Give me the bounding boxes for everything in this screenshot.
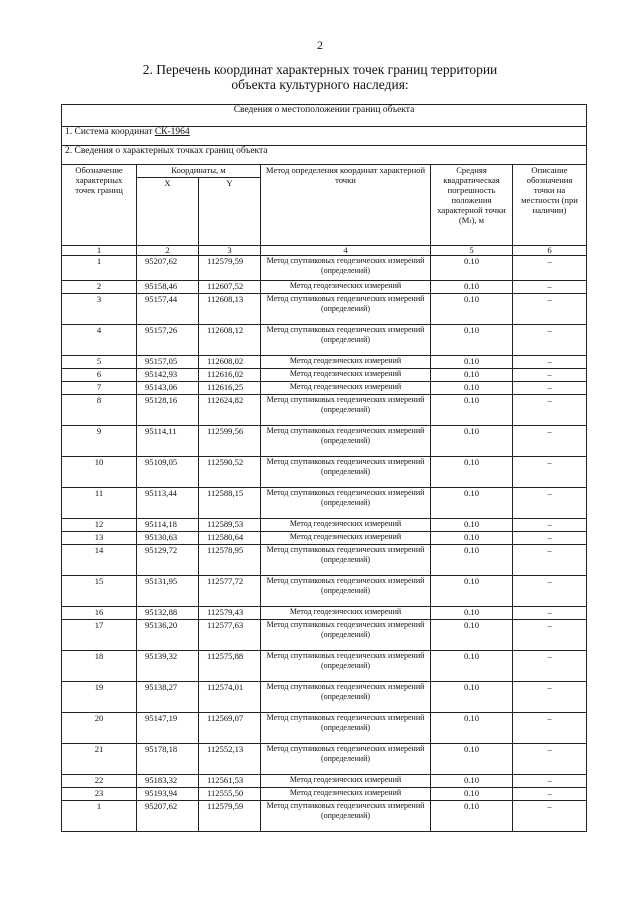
x-cell: 95132,88 — [137, 607, 199, 620]
table-row — [62, 294, 587, 325]
description-cell: – — [513, 457, 587, 488]
method-cell: Метод геодезических измерений — [261, 356, 431, 369]
point-cell: 1 — [62, 256, 137, 281]
point-cell: 16 — [62, 607, 137, 620]
column-number: 4 — [261, 246, 431, 256]
method-cell: Метод геодезических измерений — [261, 281, 431, 294]
x-cell: 95114,11 — [137, 426, 199, 457]
point-cell: 21 — [62, 744, 137, 775]
column-number-row — [62, 246, 587, 256]
error-cell: 0.10 — [431, 519, 513, 532]
error-cell: 0.10 — [431, 294, 513, 325]
error-cell: 0.10 — [431, 281, 513, 294]
y-cell: 112555,50 — [199, 788, 261, 801]
x-cell: 95138,27 — [137, 682, 199, 713]
table-row — [62, 545, 587, 576]
error-cell: 0.10 — [431, 744, 513, 775]
table-row — [62, 369, 587, 382]
error-cell: 0.10 — [431, 576, 513, 607]
column-number: 1 — [62, 246, 137, 256]
x-cell: 95158,46 — [137, 281, 199, 294]
description-cell: – — [513, 395, 587, 426]
table-row — [62, 620, 587, 651]
column-number: 6 — [513, 246, 587, 256]
header-row-top — [62, 165, 587, 178]
method-cell: Метод спутниковых геодезических измерений (определений) — [261, 682, 431, 713]
y-cell: 112579,43 — [199, 607, 261, 620]
description-cell: – — [513, 788, 587, 801]
coordinate-system-prefix: 1. Система координат — [65, 127, 155, 137]
x-cell: 95129,72 — [137, 545, 199, 576]
table-row — [62, 488, 587, 519]
y-cell: 112577,63 — [199, 620, 261, 651]
x-cell: 95193,94 — [137, 788, 199, 801]
x-cell: 95183,32 — [137, 775, 199, 788]
method-cell: Метод спутниковых геодезических измерений (определений) — [261, 426, 431, 457]
description-cell: – — [513, 532, 587, 545]
description-cell: – — [513, 356, 587, 369]
table-row — [62, 788, 587, 801]
y-cell: 112608,02 — [199, 356, 261, 369]
coordinates-table — [61, 104, 587, 832]
x-cell: 95114,18 — [137, 519, 199, 532]
coordinate-system-name: СК-1964 — [154, 127, 190, 137]
method-cell: Метод спутниковых геодезических измерений (определений) — [261, 457, 431, 488]
error-cell: 0.10 — [431, 457, 513, 488]
method-cell: Метод спутниковых геодезических измерений (определений) — [261, 713, 431, 744]
point-cell: 13 — [62, 532, 137, 545]
column-number: 5 — [431, 246, 513, 256]
y-cell: 112552,13 — [199, 744, 261, 775]
description-cell: – — [513, 281, 587, 294]
point-cell: 20 — [62, 713, 137, 744]
description-cell: – — [513, 294, 587, 325]
y-cell: 112569,07 — [199, 713, 261, 744]
description-cell: – — [513, 713, 587, 744]
error-cell: 0.10 — [431, 382, 513, 395]
x-cell: 95147,19 — [137, 713, 199, 744]
method-cell: Метод спутниковых геодезических измерений (определений) — [261, 801, 431, 832]
error-cell: 0.10 — [431, 775, 513, 788]
points-caption-row — [62, 146, 587, 165]
point-cell: 7 — [62, 382, 137, 395]
x-cell: 95143,06 — [137, 382, 199, 395]
point-cell: 14 — [62, 545, 137, 576]
table-row — [62, 801, 587, 832]
error-cell: 0.10 — [431, 545, 513, 576]
table-row — [62, 256, 587, 281]
header-x: X — [137, 178, 199, 246]
description-cell: – — [513, 651, 587, 682]
point-cell: 22 — [62, 775, 137, 788]
y-cell: 112608,13 — [199, 294, 261, 325]
page-number: 2 — [317, 38, 323, 52]
heading-line-1: 2. Перечень координат характерных точек границ территории — [142, 62, 498, 77]
error-cell: 0.10 — [431, 682, 513, 713]
method-cell: Метод геодезических измерений — [261, 519, 431, 532]
description-cell: – — [513, 682, 587, 713]
method-cell: Метод спутниковых геодезических измерений (определений) — [261, 294, 431, 325]
table-row — [62, 457, 587, 488]
y-cell: 112579,59 — [199, 256, 261, 281]
error-cell: 0.10 — [431, 369, 513, 382]
point-cell: 6 — [62, 369, 137, 382]
header-error: Средняя квадратическая погрешность положения характерной точки (Mₜ), м — [431, 165, 513, 246]
header-coords: Координаты, м — [137, 165, 261, 178]
method-cell: Метод спутниковых геодезических измерений (определений) — [261, 576, 431, 607]
description-cell: – — [513, 744, 587, 775]
table-title-row — [62, 105, 587, 127]
x-cell: 95113,44 — [137, 488, 199, 519]
column-number: 2 — [137, 246, 199, 256]
description-cell: – — [513, 488, 587, 519]
description-cell: – — [513, 519, 587, 532]
table-row — [62, 325, 587, 356]
coordinate-system — [62, 127, 587, 146]
description-cell: – — [513, 620, 587, 651]
point-cell: 23 — [62, 788, 137, 801]
y-cell: 112588,15 — [199, 488, 261, 519]
method-cell: Метод спутниковых геодезических измерений (определений) — [261, 325, 431, 356]
table-title: Сведения о местоположении границ объекта — [62, 105, 587, 127]
point-cell: 4 — [62, 325, 137, 356]
y-cell: 112624,82 — [199, 395, 261, 426]
error-cell: 0.10 — [431, 395, 513, 426]
y-cell: 112589,53 — [199, 519, 261, 532]
table-row — [62, 775, 587, 788]
method-cell: Метод спутниковых геодезических измерений (определений) — [261, 545, 431, 576]
y-cell: 112577,72 — [199, 576, 261, 607]
error-cell: 0.10 — [431, 620, 513, 651]
table-row — [62, 744, 587, 775]
description-cell: – — [513, 325, 587, 356]
x-cell: 95157,05 — [137, 356, 199, 369]
point-cell: 9 — [62, 426, 137, 457]
method-cell: Метод геодезических измерений — [261, 775, 431, 788]
point-cell: 17 — [62, 620, 137, 651]
table-row — [62, 607, 587, 620]
y-cell: 112616,02 — [199, 369, 261, 382]
point-cell: 2 — [62, 281, 137, 294]
point-cell: 1 — [62, 801, 137, 832]
column-number: 3 — [199, 246, 261, 256]
heading-line-2: объекта культурного наследия: — [231, 77, 409, 92]
description-cell: – — [513, 775, 587, 788]
error-cell: 0.10 — [431, 426, 513, 457]
y-cell: 112616,25 — [199, 382, 261, 395]
method-cell: Метод спутниковых геодезических измерений (определений) — [261, 395, 431, 426]
y-cell: 112579,59 — [199, 801, 261, 832]
error-cell: 0.10 — [431, 532, 513, 545]
method-cell: Метод спутниковых геодезических измерений (определений) — [261, 744, 431, 775]
x-cell: 95128,16 — [137, 395, 199, 426]
method-cell: Метод спутниковых геодезических измерений (определений) — [261, 651, 431, 682]
header-method: Метод определения координат характерной точки — [261, 165, 431, 246]
point-cell: 3 — [62, 294, 137, 325]
document-heading — [0, 62, 640, 92]
description-cell: – — [513, 545, 587, 576]
y-cell: 112599,56 — [199, 426, 261, 457]
y-cell: 112590,52 — [199, 457, 261, 488]
table-row — [62, 519, 587, 532]
x-cell: 95131,95 — [137, 576, 199, 607]
x-cell: 95207,62 — [137, 801, 199, 832]
table-row — [62, 713, 587, 744]
error-cell: 0.10 — [431, 325, 513, 356]
error-cell: 0.10 — [431, 488, 513, 519]
point-cell: 5 — [62, 356, 137, 369]
description-cell: – — [513, 369, 587, 382]
method-cell: Метод спутниковых геодезических измерений (определений) — [261, 620, 431, 651]
point-cell: 8 — [62, 395, 137, 426]
x-cell: 95130,63 — [137, 532, 199, 545]
x-cell: 95109,05 — [137, 457, 199, 488]
x-cell: 95136,20 — [137, 620, 199, 651]
y-cell: 112607,52 — [199, 281, 261, 294]
point-cell: 11 — [62, 488, 137, 519]
x-cell: 95178,18 — [137, 744, 199, 775]
table-row — [62, 395, 587, 426]
error-cell: 0.10 — [431, 256, 513, 281]
table-row — [62, 382, 587, 395]
table-row — [62, 532, 587, 545]
x-cell: 95139,32 — [137, 651, 199, 682]
y-cell: 112575,88 — [199, 651, 261, 682]
description-cell: – — [513, 382, 587, 395]
y-cell: 112574,01 — [199, 682, 261, 713]
method-cell: Метод спутниковых геодезических измерений (определений) — [261, 256, 431, 281]
error-cell: 0.10 — [431, 607, 513, 620]
error-cell: 0.10 — [431, 801, 513, 832]
point-cell: 18 — [62, 651, 137, 682]
x-cell: 95157,44 — [137, 294, 199, 325]
table-row — [62, 281, 587, 294]
point-cell: 19 — [62, 682, 137, 713]
x-cell: 95207,62 — [137, 256, 199, 281]
table-row — [62, 426, 587, 457]
table-body — [62, 256, 587, 832]
point-cell: 15 — [62, 576, 137, 607]
description-cell: – — [513, 256, 587, 281]
header-description: Описание обозначения точки на местности (при наличии) — [513, 165, 587, 246]
table-row — [62, 576, 587, 607]
description-cell: – — [513, 801, 587, 832]
error-cell: 0.10 — [431, 788, 513, 801]
error-cell: 0.10 — [431, 356, 513, 369]
error-cell: 0.10 — [431, 713, 513, 744]
method-cell: Метод геодезических измерений — [261, 607, 431, 620]
header-point: Обозначение характерных точек границ — [62, 165, 137, 246]
point-cell: 10 — [62, 457, 137, 488]
method-cell: Метод геодезических измерений — [261, 369, 431, 382]
error-cell: 0.10 — [431, 651, 513, 682]
y-cell: 112578,95 — [199, 545, 261, 576]
point-cell: 12 — [62, 519, 137, 532]
y-cell: 112608,12 — [199, 325, 261, 356]
method-cell: Метод спутниковых геодезических измерений (определений) — [261, 488, 431, 519]
table-row — [62, 651, 587, 682]
table-row — [62, 682, 587, 713]
header-y: Y — [199, 178, 261, 246]
method-cell: Метод геодезических измерений — [261, 788, 431, 801]
method-cell: Метод геодезических измерений — [261, 532, 431, 545]
points-caption: 2. Сведения о характерных точках границ объекта — [62, 146, 587, 165]
x-cell: 95157,26 — [137, 325, 199, 356]
description-cell: – — [513, 607, 587, 620]
coordinate-system-row — [62, 127, 587, 146]
y-cell: 112561,53 — [199, 775, 261, 788]
table-row — [62, 356, 587, 369]
description-cell: – — [513, 576, 587, 607]
method-cell: Метод геодезических измерений — [261, 382, 431, 395]
y-cell: 112580,64 — [199, 532, 261, 545]
x-cell: 95142,93 — [137, 369, 199, 382]
description-cell: – — [513, 426, 587, 457]
